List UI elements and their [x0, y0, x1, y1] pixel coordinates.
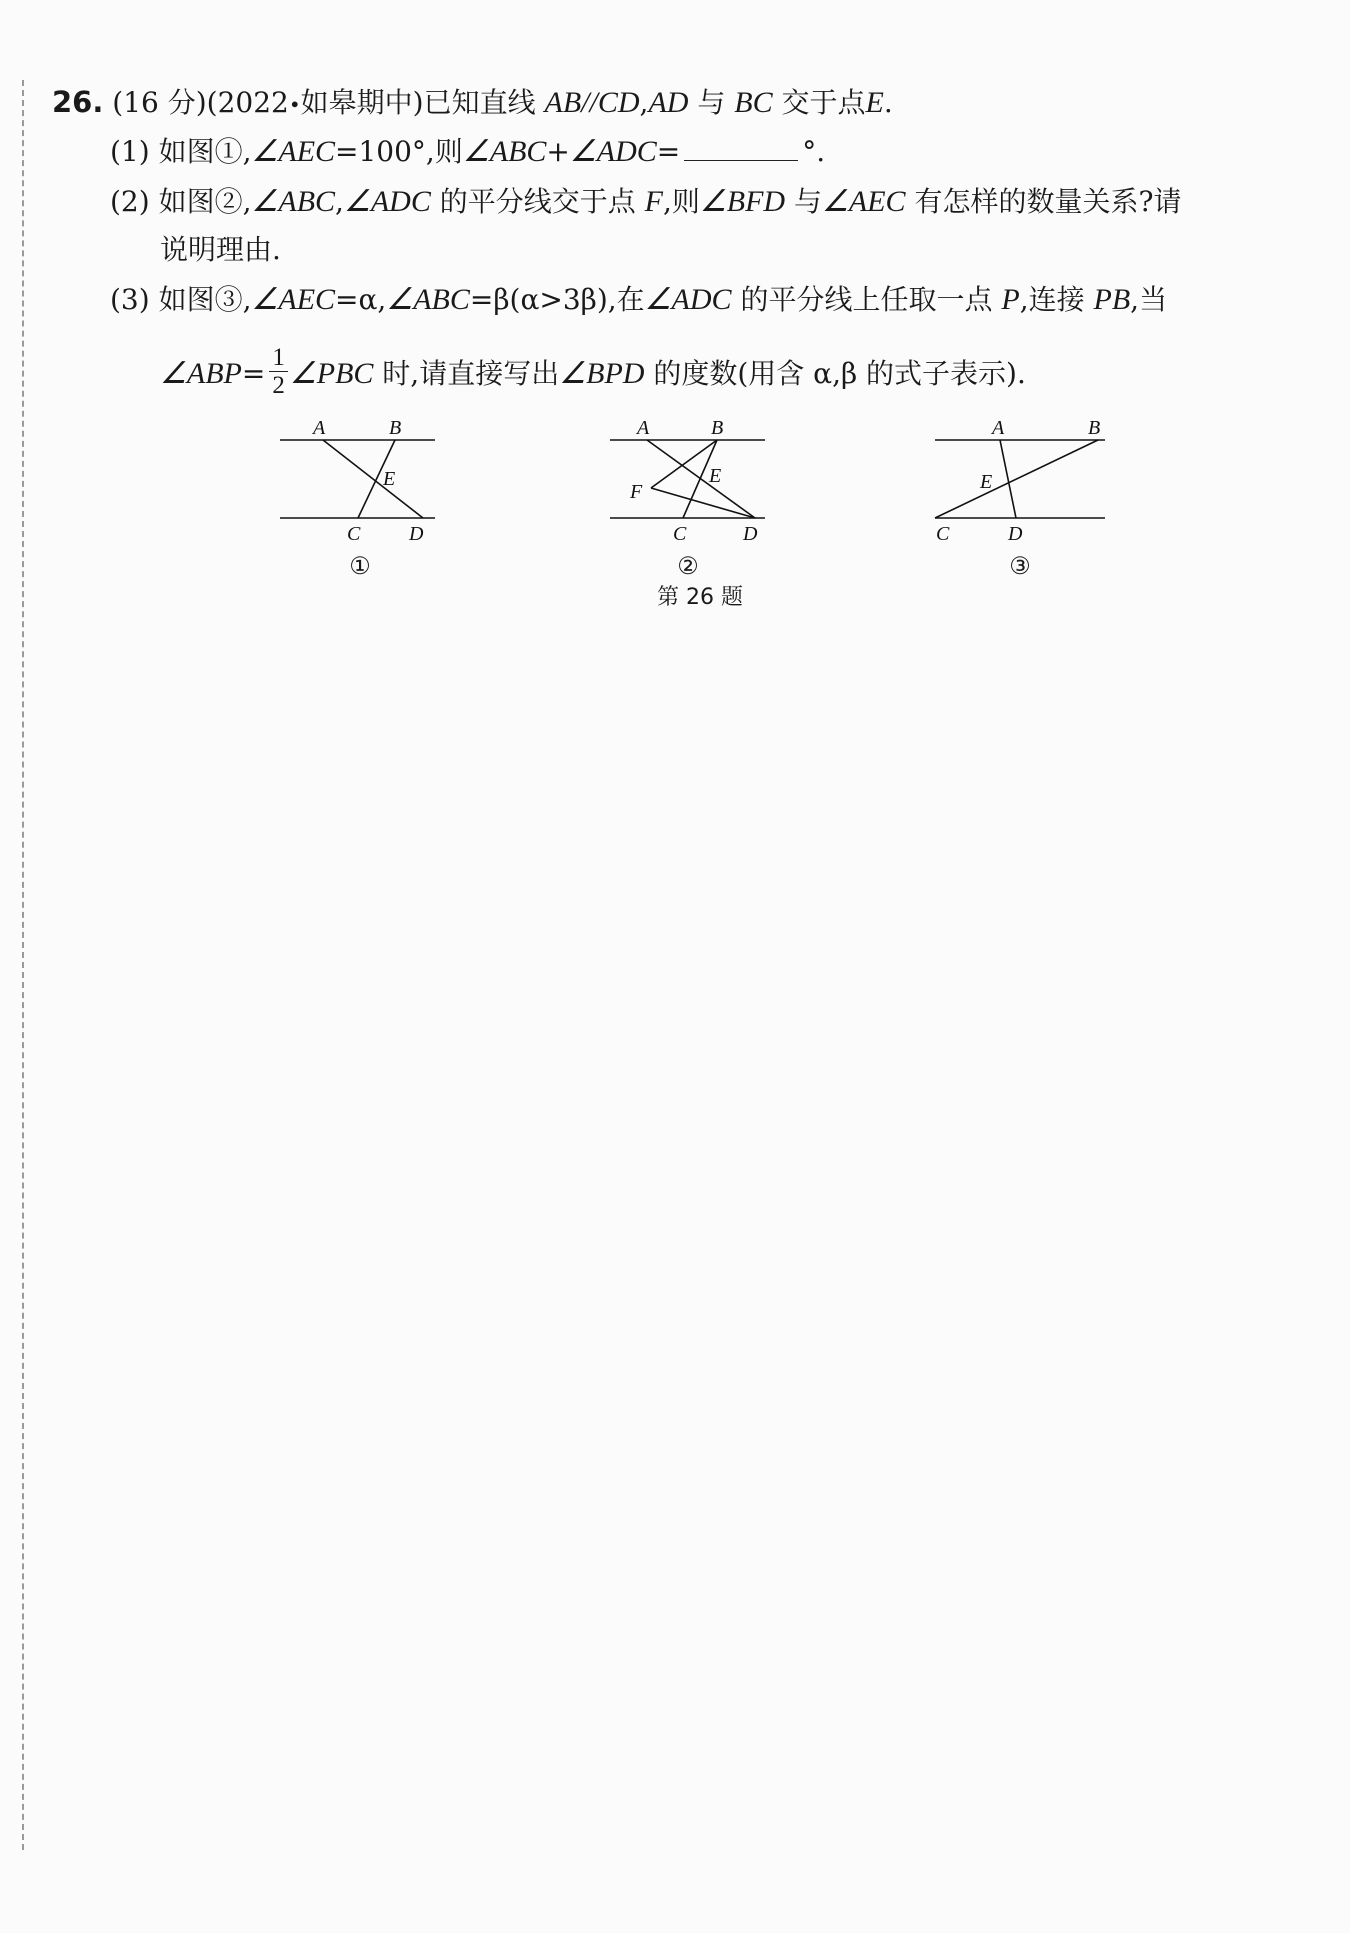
- part-3-line-2: [160, 344, 1026, 403]
- source-bullet: •: [288, 92, 301, 117]
- figure-1-diagram: [275, 410, 445, 545]
- part3-text4: 时,请直接写出: [373, 357, 560, 390]
- stem-line-bc: BC: [734, 86, 773, 119]
- point-label-e: E: [709, 465, 722, 487]
- part-3: [110, 280, 1167, 320]
- stem-line-ad: AD: [648, 86, 689, 119]
- point-label-c: C: [936, 523, 950, 545]
- point-label-e: E: [980, 471, 993, 493]
- binding-margin-line: [22, 80, 24, 1850]
- figure-2-caption: ②: [677, 552, 699, 580]
- part2-text3: 与: [785, 185, 823, 218]
- stem-line-ab: AB: [544, 86, 582, 119]
- stem-point-e: E: [865, 86, 884, 119]
- point-label-a: A: [313, 417, 326, 439]
- figure-1-caption: ①: [349, 552, 371, 580]
- part3-eq-alpha: =α,: [335, 283, 387, 316]
- question-number: 26.: [52, 85, 104, 119]
- part3-text2: ,连接: [1019, 283, 1094, 316]
- question-stem: [52, 82, 893, 125]
- part2-line2: 说明理由.: [160, 233, 281, 266]
- point-label-c: C: [673, 523, 687, 545]
- part3-label: (3) 如图③,: [110, 283, 252, 316]
- part3-angle-pbc: ∠PBC: [289, 357, 374, 390]
- part3-angle-abc: ∠ABC: [386, 283, 470, 316]
- figure-3-diagram: [930, 410, 1110, 545]
- part-1: [110, 132, 825, 172]
- point-label-a: A: [637, 417, 650, 439]
- stem-mid: 与: [688, 86, 735, 119]
- figure-group-caption: 第 26 题: [657, 585, 743, 610]
- part3-angle-adc: ∠ADC: [644, 283, 732, 316]
- stem-comma: ,: [639, 86, 649, 119]
- part3-eq: =: [241, 357, 266, 390]
- point-label-b: B: [389, 417, 402, 439]
- part2-angle-aec: ∠AEC: [822, 185, 906, 218]
- question-source: (2022: [206, 86, 289, 119]
- segment-ad: [1000, 440, 1016, 518]
- part-2-line-2: [160, 230, 281, 270]
- question-source-place: 如皋期中): [300, 86, 424, 119]
- part2-point-f: F: [644, 185, 663, 218]
- segment-bc: [935, 440, 1098, 518]
- part3-segment-pb: PB: [1093, 283, 1131, 316]
- bisector-df: [651, 488, 755, 518]
- figure-3-caption: ③: [1009, 552, 1031, 580]
- stem-parallel-sign: //: [581, 86, 598, 119]
- part3-angle-abp: ∠ABP: [160, 357, 242, 390]
- part2-angle-abc: ∠ABC: [251, 185, 336, 218]
- point-label-e: E: [383, 468, 396, 490]
- part3-text3: ,当: [1130, 283, 1168, 316]
- part1-angle-aec: ∠AEC: [251, 135, 336, 168]
- fraction-one-half: [269, 344, 288, 399]
- figure-2-diagram: [605, 410, 775, 545]
- part3-angle-aec: ∠AEC: [251, 283, 336, 316]
- part1-label: (1) 如图①,: [110, 135, 252, 168]
- part3-text5: 的度数(用含 α,β 的式子表示).: [644, 357, 1026, 390]
- part2-angle-adc: ∠ADC: [343, 185, 431, 218]
- point-label-d: D: [1008, 523, 1023, 545]
- point-label-b: B: [711, 417, 724, 439]
- stem-text: 已知直线: [423, 86, 536, 119]
- point-label-d: D: [743, 523, 758, 545]
- part-2: [110, 182, 1182, 222]
- point-label-f: F: [630, 481, 643, 503]
- part3-angle-bpd: ∠BPD: [559, 357, 645, 390]
- answer-blank[interactable]: [684, 132, 798, 161]
- part2-text2: ,则: [662, 185, 700, 218]
- part2-label: (2) 如图②,: [110, 185, 252, 218]
- part3-eq-beta: =β(α>3β),在: [469, 283, 645, 316]
- part1-end: °.: [802, 135, 826, 168]
- part1-angle-abc: ∠ABC: [462, 135, 547, 168]
- part2-text1: 的平分线交于点: [430, 185, 645, 218]
- segment-ad: [323, 440, 423, 518]
- part2-comma: ,: [335, 185, 344, 218]
- point-label-a: A: [992, 417, 1005, 439]
- stem-line-cd: CD: [597, 86, 640, 119]
- stem-end: .: [883, 86, 893, 119]
- part3-text1: 的平分线上任取一点: [731, 283, 1002, 316]
- fraction-denominator: 2: [272, 372, 285, 399]
- part1-eq: =100°,则: [335, 135, 463, 168]
- part1-angle-adc: ∠ADC: [569, 135, 657, 168]
- part2-angle-bfd: ∠BFD: [699, 185, 786, 218]
- fraction-numerator: 1: [269, 344, 288, 372]
- point-label-c: C: [347, 523, 361, 545]
- part1-plus: +: [546, 135, 570, 168]
- part3-point-p: P: [1001, 283, 1020, 316]
- stem-tail: 交于点: [772, 86, 866, 119]
- part2-text4: 有怎样的数量关系?请: [905, 185, 1182, 218]
- question-score: (16 分): [112, 86, 207, 119]
- point-label-b: B: [1088, 417, 1101, 439]
- point-label-d: D: [409, 523, 424, 545]
- part1-eq2: =: [656, 135, 681, 168]
